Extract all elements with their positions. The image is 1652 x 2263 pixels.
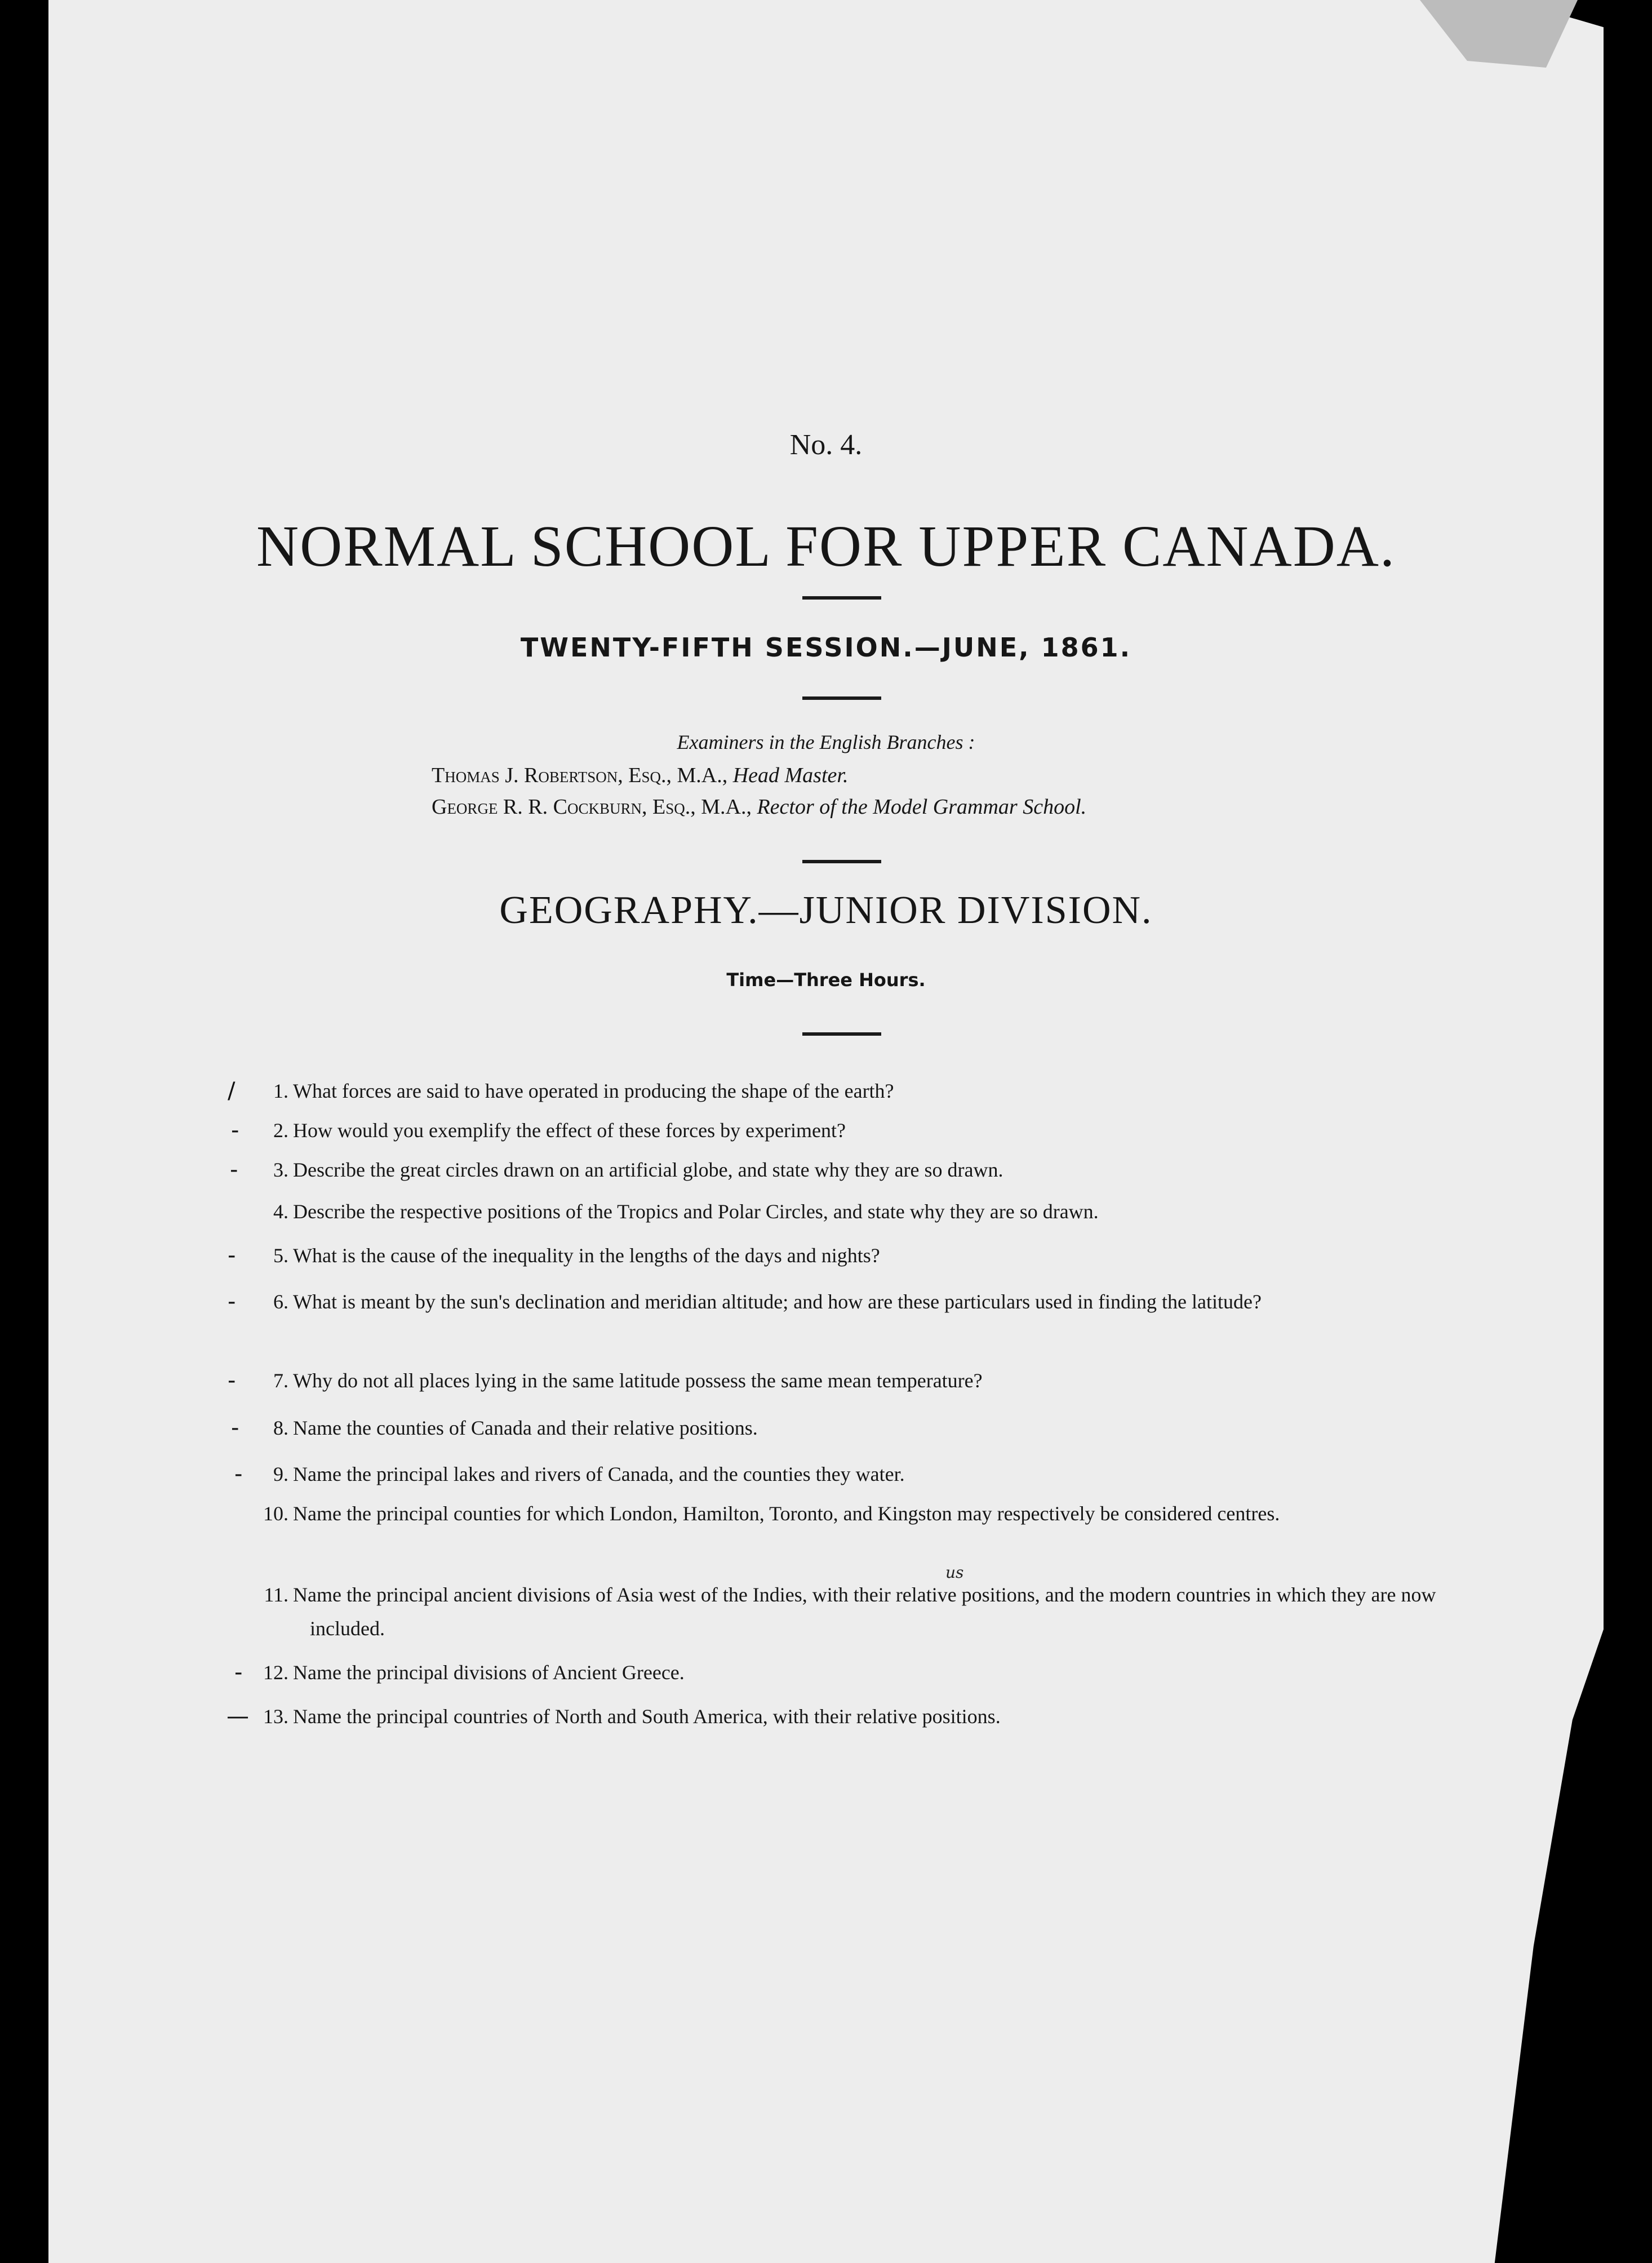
question-number: 8. xyxy=(273,1417,288,1439)
examiner-name: George R. R. Cockburn, Esq., M.A., xyxy=(432,795,752,819)
question-text: What forces are said to have operated in producing the shape of the earth? xyxy=(293,1080,894,1102)
handwritten-correction: us xyxy=(945,1563,964,1582)
question-text: How would you exemplify the effect of these forces by experiment? xyxy=(293,1119,846,1142)
question-text: What is the cause of the inequality in the lengths of the days and nights? xyxy=(293,1244,880,1267)
pencil-mark: - xyxy=(230,1157,238,1183)
question-number: 2. xyxy=(273,1119,288,1142)
school-title: NORMAL SCHOOL FOR UPPER CANADA. xyxy=(256,514,1396,579)
divider-rule xyxy=(802,860,881,863)
question-number: 5. xyxy=(273,1244,288,1267)
time-allowed: Time—Three Hours. xyxy=(726,969,926,991)
question-item xyxy=(234,1656,1437,1689)
pencil-mark: — xyxy=(227,1703,249,1729)
question-item xyxy=(231,1113,1437,1147)
question-text: Describe the respective positions of the Tropics and Polar Circles, and state why they are so drawn. xyxy=(293,1200,1099,1223)
question-item xyxy=(228,1285,1437,1319)
pencil-mark: - xyxy=(234,1461,243,1487)
question-number: 7. xyxy=(273,1369,288,1392)
question-text: Name the principal ancient divisions of Asia west of the Indies, with their relative positions, and the modern countries in which they are now included. xyxy=(293,1583,1436,1640)
question-item xyxy=(231,1411,1437,1445)
examiner-line xyxy=(432,763,848,788)
question-number: 4. xyxy=(273,1200,288,1223)
question-text: Why do not all places lying in the same latitude possess the same mean temperature? xyxy=(293,1369,983,1392)
question-text: Name the principal divisions of Ancient Greece. xyxy=(293,1661,685,1684)
question-item xyxy=(227,1700,1437,1733)
pencil-mark: - xyxy=(228,1368,236,1394)
divider-rule xyxy=(802,596,881,600)
paper-number: No. 4. xyxy=(789,429,863,461)
question-number: 12. xyxy=(263,1661,288,1684)
question-item xyxy=(273,1195,1437,1228)
examiner-role: Head Master. xyxy=(732,764,849,787)
examiners-heading: Examiners in the English Branches : xyxy=(677,731,975,753)
session-line: TWENTY-FIFTH SESSION.—JUNE, 1861. xyxy=(520,632,1132,663)
pencil-mark: - xyxy=(231,1117,239,1143)
examiner-name: Thomas J. Robertson, Esq., M.A., xyxy=(432,764,728,787)
examiner-role: Rector of the Model Grammar School. xyxy=(757,795,1087,819)
question-number: 6. xyxy=(273,1290,288,1313)
question-item xyxy=(228,1239,1437,1272)
pencil-mark: - xyxy=(228,1243,236,1268)
question-item xyxy=(230,1153,1437,1187)
pencil-mark: - xyxy=(228,1289,236,1315)
question-item xyxy=(228,1364,1437,1397)
question-text: Describe the great circles drawn on an artificial globe, and state why they are so drawn. xyxy=(293,1159,1003,1181)
question-number: 13. xyxy=(263,1705,288,1728)
question-text: Name the principal counties for which London, Hamilton, Toronto, and Kingston may respectively be considered centres. xyxy=(293,1502,1280,1525)
pencil-mark: / xyxy=(228,1078,236,1104)
question-number: 11. xyxy=(264,1583,288,1606)
divider-rule xyxy=(802,696,881,700)
question-text: Name the counties of Canada and their relative positions. xyxy=(293,1417,758,1439)
question-item xyxy=(234,1457,1437,1491)
question-item xyxy=(228,1074,1437,1108)
examiner-line xyxy=(432,795,1086,819)
question-text: What is meant by the sun's declination and meridian altitude; and how are these particulars used in finding the latitude? xyxy=(293,1290,1262,1313)
pencil-mark: - xyxy=(231,1415,239,1441)
divider-rule xyxy=(802,1032,881,1036)
question-item xyxy=(263,1497,1437,1530)
question-number: 3. xyxy=(273,1159,288,1181)
pencil-mark: - xyxy=(234,1659,243,1685)
question-number: 9. xyxy=(273,1463,288,1485)
question-item xyxy=(264,1578,1437,1645)
subject-title: GEOGRAPHY.—JUNIOR DIVISION. xyxy=(499,889,1153,932)
question-text: Name the principal countries of North and South America, with their relative positions. xyxy=(293,1705,1001,1728)
question-number: 10. xyxy=(263,1502,288,1525)
question-text: Name the principal lakes and rivers of Canada, and the counties they water. xyxy=(293,1463,905,1485)
question-number: 1. xyxy=(273,1080,288,1102)
